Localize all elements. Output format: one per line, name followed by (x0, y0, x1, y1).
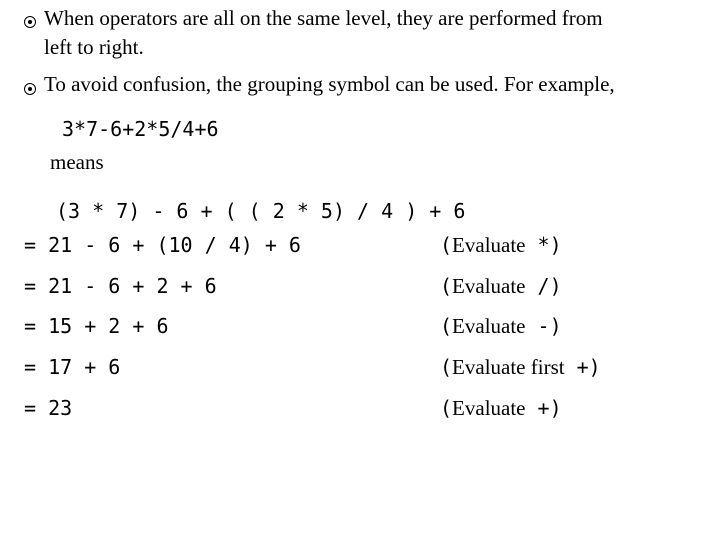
step-note (440, 233, 562, 258)
note-paren: ( (440, 355, 453, 379)
step-expression: = 15 + 2 + 6 (24, 314, 169, 338)
note-word: Evaluate (452, 274, 526, 298)
step-expression: = 21 - 6 + 2 + 6 (24, 274, 217, 298)
note-operator: +) (525, 396, 562, 420)
step-expression: = 21 - 6 + (10 / 4) + 6 (24, 233, 301, 257)
note-operator: +) (564, 355, 601, 379)
note-operator: -) (525, 314, 562, 338)
note-word: Evaluate first (452, 355, 565, 379)
bullet-icon (24, 8, 42, 33)
bullet-icon (24, 75, 42, 100)
step-note (440, 314, 562, 339)
bullet-1-line-2: left to right. (44, 35, 144, 59)
note-operator: *) (525, 233, 562, 257)
step-note (440, 396, 562, 421)
grouped-expression: (3 * 7) - 6 + ( ( 2 * 5) / 4 ) + 6 (56, 199, 466, 223)
note-paren: ( (440, 233, 453, 257)
step-note (440, 355, 601, 380)
note-word: Evaluate (452, 233, 526, 257)
note-paren: ( (440, 314, 453, 338)
note-word: Evaluate (452, 396, 526, 420)
note-paren: ( (440, 396, 453, 420)
note-word: Evaluate (452, 314, 526, 338)
example-expression: 3*7-6+2*5/4+6 (62, 117, 219, 141)
note-operator: /) (525, 274, 562, 298)
bullet-1-line-1: When operators are all on the same level, they are performed from (44, 6, 603, 30)
note-paren: ( (440, 274, 453, 298)
step-expression: = 17 + 6 (24, 355, 121, 379)
step-expression: = 23 (24, 396, 73, 420)
bullet-2-line-1: To avoid confusion, the grouping symbol can be used. For example, (44, 72, 615, 96)
step-note (440, 274, 562, 299)
means-label: means (50, 150, 104, 174)
